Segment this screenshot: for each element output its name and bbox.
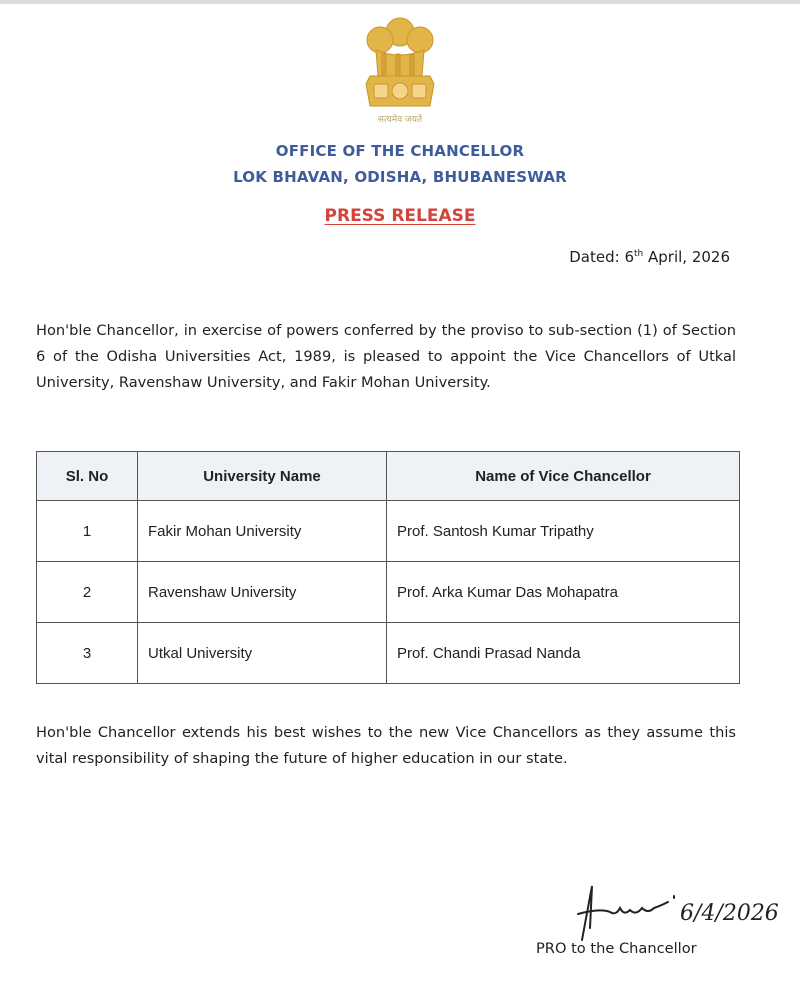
header-university-name: University Name (138, 452, 387, 501)
header-sl-no: Sl. No (37, 452, 138, 501)
signatory-designation: PRO to the Chancellor (536, 940, 697, 957)
sl-no-cell: 1 (37, 501, 138, 562)
press-release-heading: PRESS RELEASE (324, 206, 476, 226)
vice-chancellor-cell: Prof. Chandi Prasad Nanda (387, 623, 740, 684)
top-border (0, 0, 800, 4)
sl-no-cell: 3 (37, 623, 138, 684)
header-vice-chancellor: Name of Vice Chancellor (387, 452, 740, 501)
emblem-motto: सत्यमेव जयते (377, 115, 423, 125)
national-emblem-icon (346, 14, 454, 114)
date-prefix: Dated: 6 (569, 248, 634, 266)
university-cell: Fakir Mohan University (138, 501, 387, 562)
vice-chancellor-cell: Prof. Arka Kumar Das Mohapatra (387, 562, 740, 623)
date-ordinal: th (634, 249, 644, 259)
sl-no-cell: 2 (37, 562, 138, 623)
office-title: OFFICE OF THE CHANCELLOR (275, 142, 525, 160)
table-row (37, 623, 740, 684)
table-row (37, 501, 740, 562)
table-row (37, 562, 740, 623)
closing-paragraph: Hon'ble Chancellor extends his best wishes to the new Vice Chancellors as they assume this vital responsibility of shaping the future of higher education in our state. (36, 724, 736, 767)
intro-paragraph: Hon'ble Chancellor, in exercise of powers conferred by the proviso to sub-section (1) of Section 6 of the Odisha Universities Act, 1989, is pleased to appoint the Vice Chancellors of Utkal University, Ravenshaw University, and Fakir Mohan University. (36, 322, 736, 391)
appointments-table (36, 451, 740, 684)
handwritten-signature (570, 878, 790, 948)
signature-date: 6/4/2026 (680, 901, 779, 926)
university-cell: Ravenshaw University (138, 562, 387, 623)
table-header-row (37, 452, 740, 501)
vice-chancellor-cell: Prof. Santosh Kumar Tripathy (387, 501, 740, 562)
university-cell: Utkal University (138, 623, 387, 684)
date-rest: April, 2026 (643, 248, 730, 266)
date-line (569, 248, 730, 266)
office-address: LOK BHAVAN, ODISHA, BHUBANESWAR (233, 168, 567, 186)
